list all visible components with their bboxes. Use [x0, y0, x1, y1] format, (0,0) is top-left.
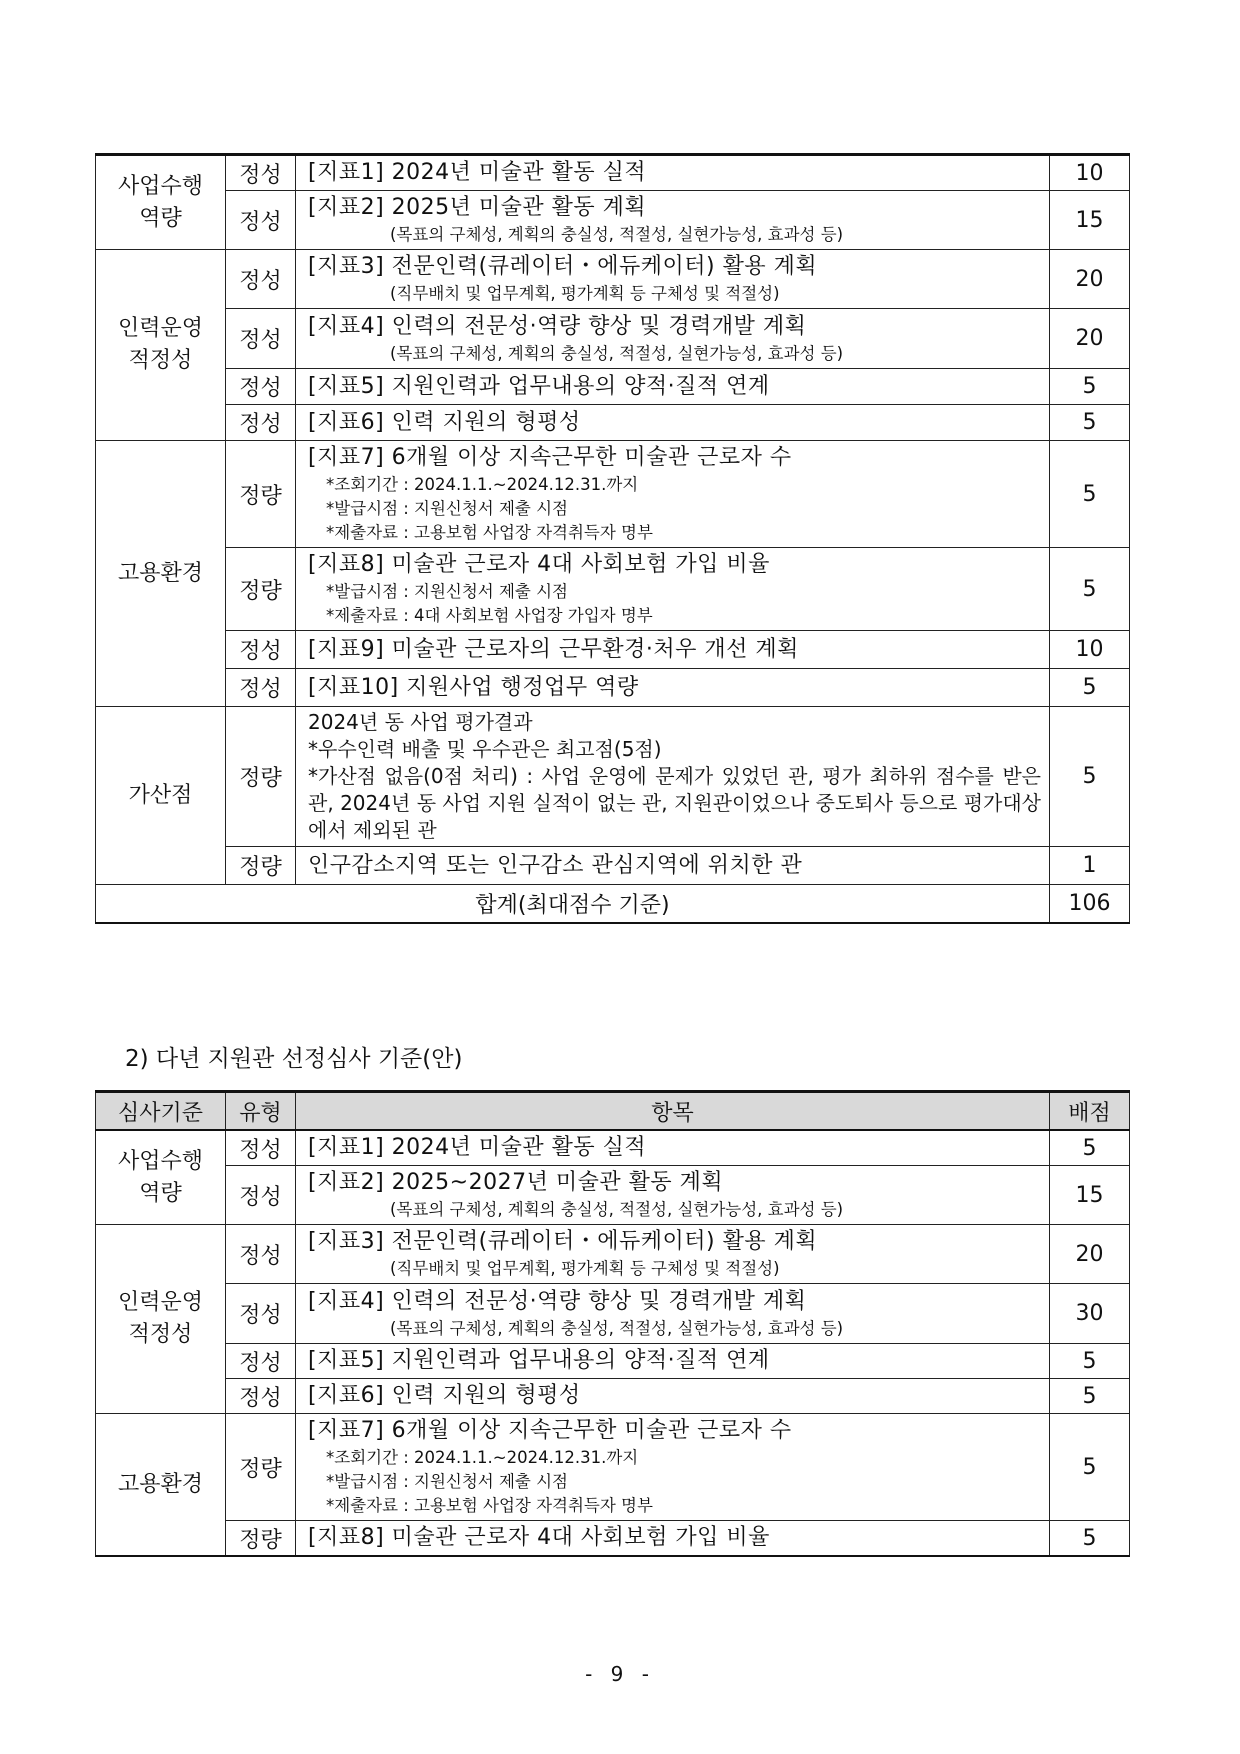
item-subtitle: (목표의 구체성, 계획의 충실성, 적절성, 실현가능성, 효과성 등): [390, 343, 844, 363]
item-title: [지표10] 지원사업 행정업무 역량: [308, 674, 639, 700]
item-text: *우수인력 배출 및 우수관은 최고점(5점): [308, 737, 662, 761]
category-label: 고용환경: [117, 1471, 203, 1497]
score-cell: 5: [1050, 405, 1130, 441]
header-item: 항목: [296, 1092, 1050, 1131]
item-note: *제출자료 : 고용보험 사업장 자격취득자 명부: [326, 523, 653, 542]
score-cell: 5: [1050, 1521, 1130, 1557]
item-cell: [296, 369, 1050, 405]
item-title: 인구감소지역 또는 인구감소 관심지역에 위치한 관: [308, 852, 803, 878]
type-cell: 정량: [226, 548, 296, 631]
item-title: [지표9] 미술관 근로자의 근무환경·처우 개선 계획: [308, 636, 799, 662]
header-criteria: 심사기준: [96, 1092, 226, 1131]
type-cell: 정성: [226, 369, 296, 405]
table-row: [96, 1284, 1130, 1344]
header-row: [96, 1092, 1130, 1131]
category-label: 역량: [139, 1180, 182, 1206]
score-cell: 5: [1050, 1130, 1130, 1166]
type-cell: 정량: [226, 1414, 296, 1521]
item-cell: [296, 250, 1050, 309]
category-cell: [96, 155, 226, 250]
item-note: *제출자료 : 고용보험 사업장 자격취득자 명부: [326, 1496, 653, 1515]
score-cell: 5: [1050, 1379, 1130, 1414]
score-cell: 10: [1050, 155, 1130, 191]
table-row: [96, 309, 1130, 369]
item-note: *조회기간 : 2024.1.1.~2024.12.31.까지: [326, 1448, 639, 1467]
table-row: [96, 250, 1130, 309]
category-label: 고용환경: [117, 560, 203, 586]
total-label: 합계(최대점수 기준): [96, 885, 1050, 923]
item-title: [지표8] 미술관 근로자 4대 사회보험 가입 비율: [308, 552, 770, 577]
type-cell: 정성: [226, 191, 296, 250]
score-cell: 1: [1050, 847, 1130, 885]
item-title: [지표5] 지원인력과 업무내용의 양적·질적 연계: [308, 1348, 770, 1373]
table-row: [96, 1130, 1130, 1166]
item-note: *제출자료 : 4대 사회보험 사업장 가입자 명부: [326, 606, 653, 625]
type-cell: 정성: [226, 1284, 296, 1344]
table-row: [96, 1414, 1130, 1521]
scoring-table-multi-year: [95, 1090, 1130, 1557]
table2-body: [96, 1130, 1130, 1556]
score-cell: 20: [1050, 309, 1130, 369]
table-row: [96, 669, 1130, 707]
type-cell: 정량: [226, 847, 296, 885]
score-cell: 20: [1050, 1225, 1130, 1284]
score-cell: 5: [1050, 707, 1130, 847]
item-cell: [296, 155, 1050, 191]
item-cell: [296, 1130, 1050, 1166]
item-title: [지표1] 2024년 미술관 활동 실적: [308, 160, 647, 185]
type-cell: 정성: [226, 1379, 296, 1414]
table-row: [96, 1379, 1130, 1414]
category-cell: [96, 441, 226, 707]
type-cell: 정성: [226, 669, 296, 707]
item-note: *발급시점 : 지원신청서 제출 시점: [326, 582, 568, 601]
table-row: [96, 1521, 1130, 1557]
page-number: - 9 -: [585, 1662, 655, 1686]
table-row: [96, 548, 1130, 631]
score-cell: 5: [1050, 1344, 1130, 1379]
item-title: [지표3] 전문인력(큐레이터・에듀케이터) 활용 계획: [308, 254, 818, 279]
item-note: *조회기간 : 2024.1.1.~2024.12.31.까지: [326, 475, 639, 494]
table-row: [96, 369, 1130, 405]
item-cell: [296, 191, 1050, 250]
type-cell: 정량: [226, 1521, 296, 1557]
score-cell: 30: [1050, 1284, 1130, 1344]
item-title: [지표5] 지원인력과 업무내용의 양적·질적 연계: [308, 373, 770, 399]
table-row: [96, 405, 1130, 441]
category-cell: [96, 1225, 226, 1414]
score-cell: 20: [1050, 250, 1130, 309]
item-title: [지표6] 인력 지원의 형평성: [308, 409, 581, 435]
score-cell: 5: [1050, 548, 1130, 631]
type-cell: 정성: [226, 155, 296, 191]
scoring-table-single-year: [95, 153, 1130, 924]
category-cell: [96, 250, 226, 441]
item-cell: [296, 309, 1050, 369]
item-cell: [296, 1284, 1050, 1344]
type-cell: 정성: [226, 250, 296, 309]
item-title: [지표7] 6개월 이상 지속근무한 미술관 근로자 수: [308, 1418, 792, 1443]
item-text: 2024년 동 사업 평가결과: [308, 710, 533, 734]
item-subtitle: (직무배치 및 업무계획, 평가계획 등 구체성 및 적절성): [390, 1259, 780, 1278]
category-label: 사업수행: [117, 1148, 203, 1174]
table-row: [96, 1166, 1130, 1225]
table-row: [96, 707, 1130, 847]
table-row: [96, 847, 1130, 885]
type-cell: 정량: [226, 707, 296, 847]
item-cell: [296, 1414, 1050, 1521]
item-cell: [296, 1379, 1050, 1414]
category-cell: [96, 707, 226, 885]
item-cell: [296, 405, 1050, 441]
category-label: 인력운영: [117, 1290, 203, 1315]
category-cell: [96, 1414, 226, 1557]
category-label: 역량: [139, 205, 182, 231]
item-title: [지표2] 2025~2027년 미술관 활동 계획: [308, 1170, 724, 1195]
section-heading: 2) 다년 지원관 선정심사 기준(안): [125, 1046, 463, 1072]
item-title: [지표4] 인력의 전문성·역량 향상 및 경력개발 계획: [308, 1288, 807, 1314]
item-subtitle: (목표의 구체성, 계획의 충실성, 적절성, 실현가능성, 효과성 등): [390, 225, 844, 244]
item-title: [지표8] 미술관 근로자 4대 사회보험 가입 비율: [308, 1525, 770, 1550]
item-cell: [296, 548, 1050, 631]
category-label: 사업수행: [117, 173, 203, 199]
score-cell: 5: [1050, 441, 1130, 548]
total-row: [96, 885, 1130, 923]
type-cell: 정량: [226, 441, 296, 548]
category-cell: [96, 1130, 226, 1225]
table-row: [96, 441, 1130, 548]
item-title: [지표3] 전문인력(큐레이터・에듀케이터) 활용 계획: [308, 1229, 818, 1254]
category-label: 가산점: [128, 782, 193, 808]
item-text: *가산점 없음(0점 처리) : 사업 운영에 문제가 있었던 관, 평가 최하위 점수를 받은 관, 2024년 동 사업 지원 실적이 없는 관, 지원관이었으나 중도퇴사 등으로 평가대상에서 제외된 관: [308, 764, 1041, 842]
item-cell: [296, 441, 1050, 548]
item-cell: [296, 1166, 1050, 1225]
item-cell: [296, 847, 1050, 885]
item-title: [지표7] 6개월 이상 지속근무한 미술관 근로자 수: [308, 445, 792, 470]
category-label: 인력운영: [117, 316, 203, 341]
type-cell: 정성: [226, 1344, 296, 1379]
type-cell: 정성: [226, 309, 296, 369]
header-type: 유형: [226, 1092, 296, 1131]
item-cell: [296, 1225, 1050, 1284]
header-score: 배점: [1050, 1092, 1130, 1131]
table-row: [96, 155, 1130, 191]
item-title: [지표2] 2025년 미술관 활동 계획: [308, 195, 647, 220]
item-cell: [296, 1521, 1050, 1557]
type-cell: 정성: [226, 1225, 296, 1284]
item-cell: [296, 631, 1050, 669]
type-cell: 정성: [226, 631, 296, 669]
table-row: [96, 191, 1130, 250]
score-cell: 15: [1050, 1166, 1130, 1225]
item-title: [지표6] 인력 지원의 형평성: [308, 1383, 581, 1408]
score-cell: 5: [1050, 669, 1130, 707]
score-cell: 5: [1050, 369, 1130, 405]
table-row: [96, 631, 1130, 669]
score-cell: 5: [1050, 1414, 1130, 1521]
table-row: [96, 1225, 1130, 1284]
item-title: [지표1] 2024년 미술관 활동 실적: [308, 1135, 647, 1160]
table-row: [96, 1344, 1130, 1379]
total-score: 106: [1050, 885, 1130, 923]
category-label: 적정성: [128, 1322, 193, 1347]
item-note: *발급시점 : 지원신청서 제출 시점: [326, 1472, 568, 1491]
item-subtitle: (목표의 구체성, 계획의 충실성, 적절성, 실현가능성, 효과성 등): [390, 1318, 844, 1338]
item-subtitle: (목표의 구체성, 계획의 충실성, 적절성, 실현가능성, 효과성 등): [390, 1200, 844, 1219]
item-note: *발급시점 : 지원신청서 제출 시점: [326, 499, 568, 518]
score-cell: 10: [1050, 631, 1130, 669]
item-cell: [296, 669, 1050, 707]
item-title: [지표4] 인력의 전문성·역량 향상 및 경력개발 계획: [308, 313, 807, 339]
item-cell: [296, 707, 1050, 847]
type-cell: 정성: [226, 405, 296, 441]
item-subtitle: (직무배치 및 업무계획, 평가계획 등 구체성 및 적절성): [390, 284, 780, 303]
item-cell: [296, 1344, 1050, 1379]
table1-body: [96, 155, 1130, 923]
category-label: 적정성: [128, 348, 193, 373]
score-cell: 15: [1050, 191, 1130, 250]
type-cell: 정성: [226, 1166, 296, 1225]
type-cell: 정성: [226, 1130, 296, 1166]
